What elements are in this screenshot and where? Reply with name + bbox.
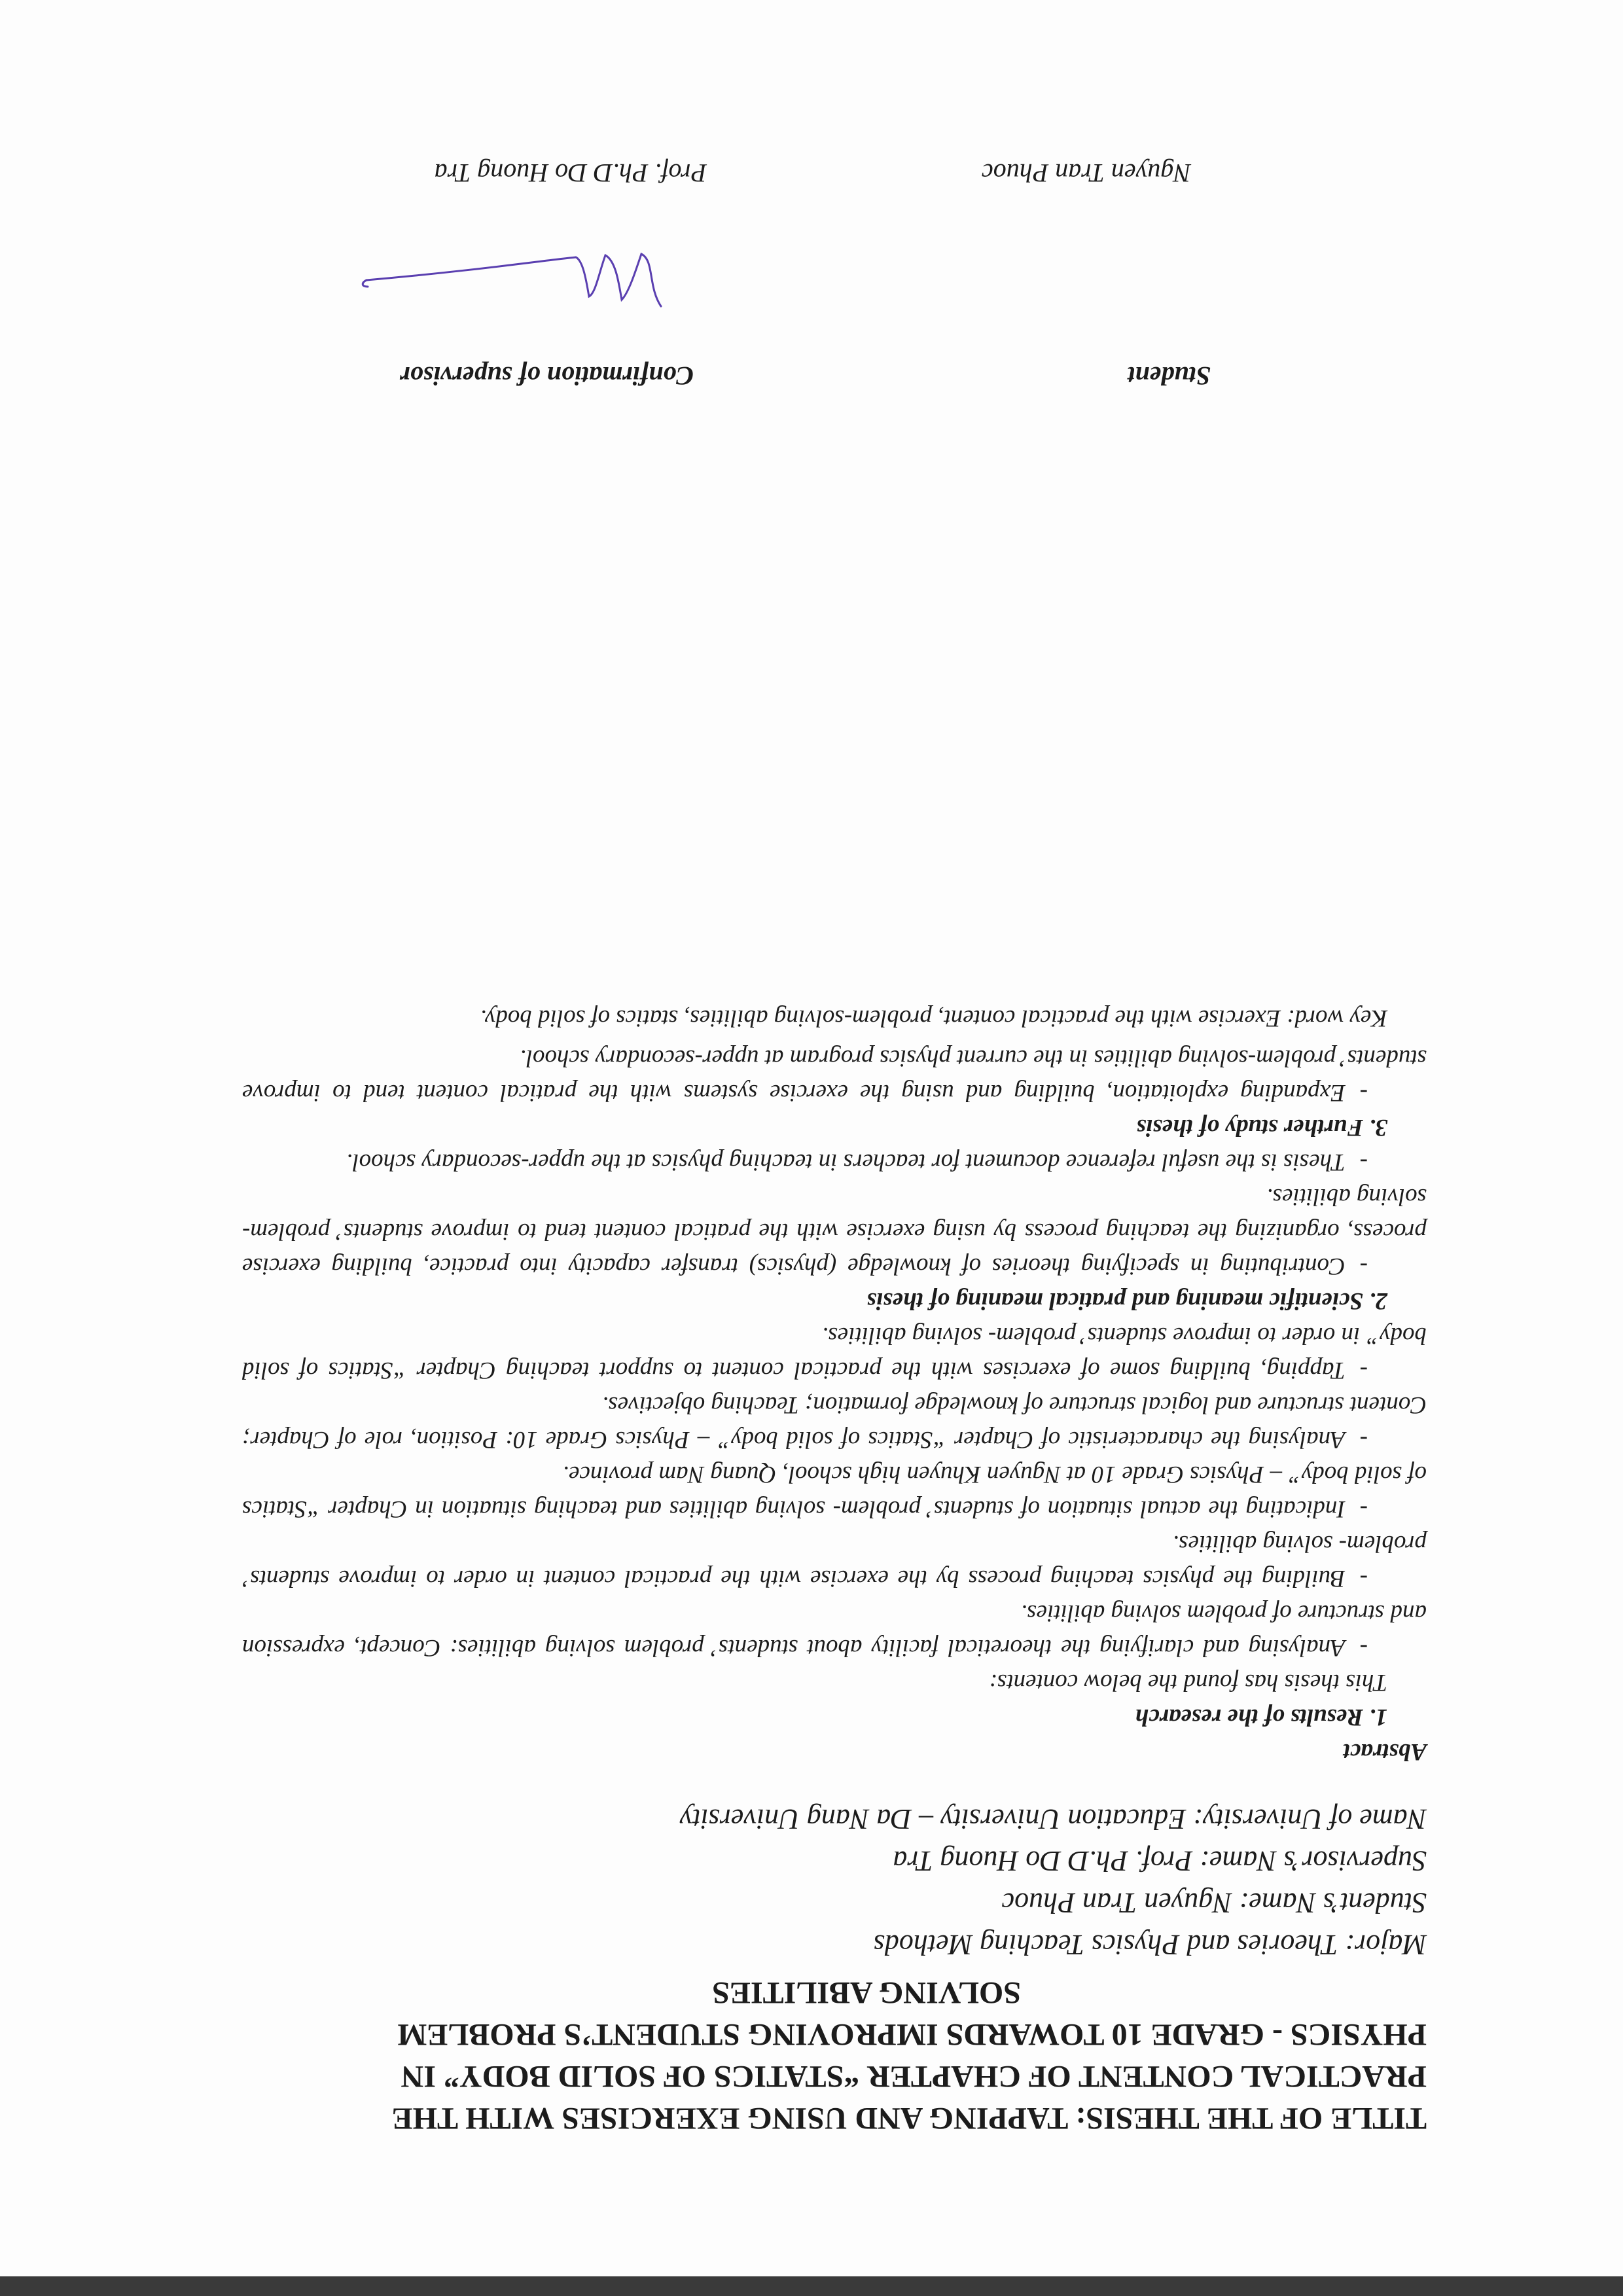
university-name: Name of University: Education University – Da Nang University — [679, 1803, 1427, 1835]
section-1-heading: 1. Results of the research — [1135, 1704, 1387, 1731]
student-name: Student’s Name: Nguyen Tran Phuoc — [1001, 1887, 1427, 1919]
result-text: Analysing the characteristic of Chapter “Statics of solid body” – Physics Grade 10: Position, role of Chapter; Content structure and logical structure of knowledge formation; Teaching objectives. — [242, 1391, 1427, 1453]
meaning-text: Thesis is the useful reference document for teachers in teaching physics at the upper-secondary school. — [346, 1149, 1346, 1175]
title-line-1: TITLE OF THE THESIS: TAPPING AND USING EXERCISES WITH THE — [391, 2101, 1427, 2136]
result-text: Analysing and clarifying the theoretical facility about students’ problem solving abilities: Concept, expression and structure of problem solving abilities. — [242, 1600, 1427, 1661]
title-line-4: SOLVING ABILITIES — [712, 1975, 1021, 2010]
supervisor-name: Supervisor’s Name: Prof. Ph.D Do Huong Tra — [893, 1845, 1427, 1877]
scanner-edge — [0, 2276, 1623, 2296]
supervisor-signature — [360, 234, 674, 332]
keywords: Key word: Exercise with the practical content, problem-solving abilities, statics of solid body. — [480, 1005, 1387, 1031]
result-item: -Building the physics teaching process by the exercise with the practical content in order to improve students’ problem- solving abilities. — [242, 1530, 1427, 1592]
meaning-item: -Thesis is the useful reference document for teachers in teaching physics at the upper-secondary school. — [346, 1149, 1368, 1175]
title-line-3: PHYSICS - GRADE 10 TOWARDS IMPROVING STUDENT’S PROBLEM — [397, 2017, 1427, 2052]
result-text: Indicating the actual situation of students’ problem- solving abilities and teaching situation in Chapter “Statics of solid body” – Physics Grade 10 at Nguyen Khuyen high school, Quang Nam province. — [242, 1461, 1427, 1522]
section-2-heading: 2. Scientific meaning and pratical meaning of thesis — [866, 1287, 1387, 1314]
thesis-title — [229, 1971, 1427, 2139]
section-3-heading: 3. Further study of thesis — [1136, 1114, 1387, 1141]
abstract — [242, 1001, 1427, 1769]
result-item: -Analysing and clarifying the theoretical facility about students’ problem solving abilities: Concept, expression and structure of problem solving abilities. — [242, 1600, 1427, 1661]
result-item: -Analysing the characteristic of Chapter “Statics of solid body” – Physics Grade 10: Position, role of Chapter; Content structure and logical structure of knowledge formation; Teaching objectives. — [242, 1391, 1427, 1453]
meaning-item: -Contributing in specifying theories of knowledge (physics) transfer capacity into practice, building exercise process, organizing the teaching process by using exercise with the pratical content tend to improve students’ problem-solving abilities. — [242, 1183, 1427, 1280]
meaning-text: Contributing in specifying theories of knowledge (physics) transfer capacity into practice, building exercise process, organizing the teaching process by using exercise with the pratical content tend to improve students’ problem-solving abilities. — [242, 1183, 1427, 1280]
supervisor-signed-name: Prof. Ph.D Do Huong Tra — [434, 158, 707, 188]
result-item: -Tapping, building some of exercises with the practical content to support teaching Chapter “Statics of solid body” in order to improve students’ problem- solving abilities. — [242, 1322, 1427, 1384]
supervisor-label: Confirmation of supervisor — [400, 361, 694, 391]
further-item: -Expanding exploitation, building and using the exercise systems with the pratical content tend to improve students’ problem-solving abilities in the current physics program at upper-secondary school. — [242, 1045, 1427, 1106]
signature-hook — [363, 280, 368, 287]
further-text: Expanding exploitation, building and using the exercise systems with the pratical content tend to improve students’ problem-solving abilities in the current physics program at upper-secondary school. — [242, 1045, 1427, 1106]
major: Major: Theories and Physics Teaching Methods — [873, 1929, 1427, 1961]
student-signed-name: Nguyen Tran Phuoc — [982, 158, 1191, 188]
abstract-intro: This thesis has found the below contents: — [989, 1669, 1387, 1696]
signature-stroke — [366, 254, 661, 306]
student-label: Student — [1128, 361, 1211, 391]
thesis-info — [249, 1798, 1427, 1965]
abstract-heading: Abstract — [1343, 1738, 1427, 1765]
result-item: -Indicating the actual situation of students’ problem- solving abilities and teaching situation in Chapter “Statics of solid body” – Physics Grade 10 at Nguyen Khuyen high school, Quang Nam province. — [242, 1461, 1427, 1522]
result-text: Building the physics teaching process by the exercise with the practical content in order to improve students’ problem- solving abilities. — [242, 1530, 1427, 1592]
result-text: Tapping, building some of exercises with the practical content to support teaching Chapter “Statics of solid body” in order to improve students’ problem- solving abilities. — [242, 1322, 1427, 1384]
title-line-2: PRACTICAL CONTENT OF CHAPTER “STATICS OF SOLID BODY” IN — [401, 2059, 1427, 2094]
